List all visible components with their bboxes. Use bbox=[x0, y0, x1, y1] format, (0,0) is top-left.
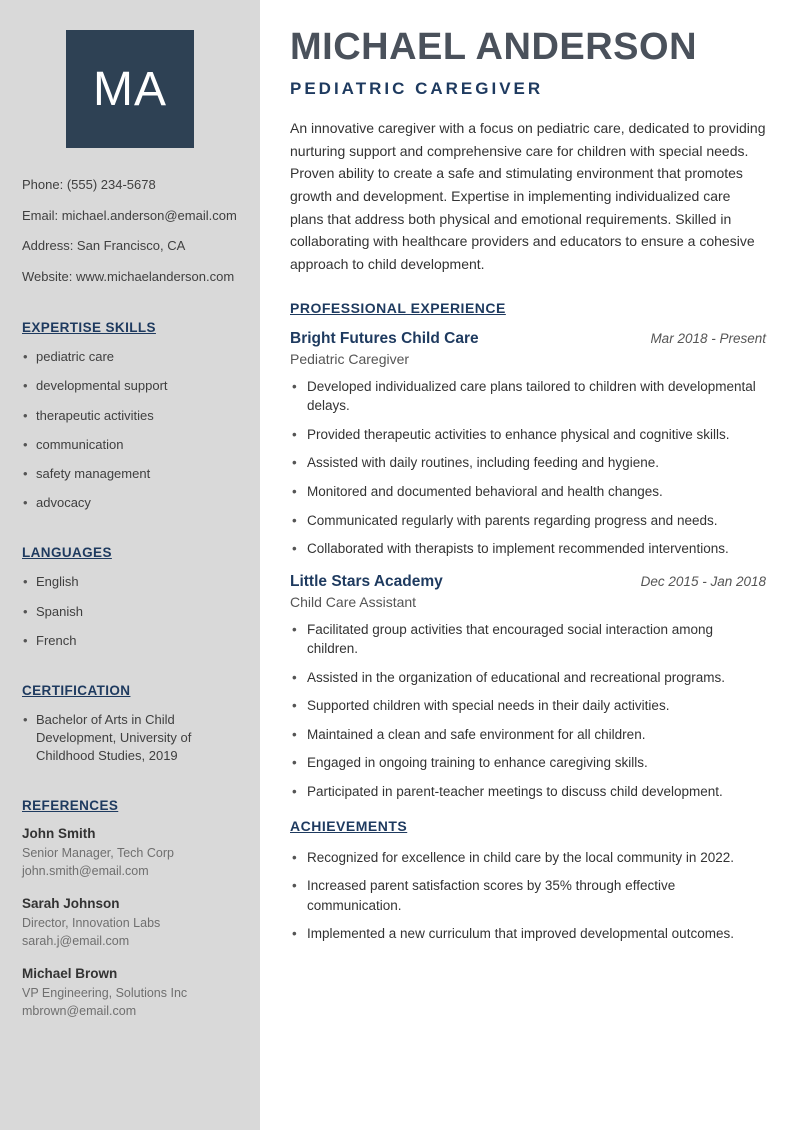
job-header bbox=[290, 330, 766, 348]
job-entry bbox=[290, 573, 766, 802]
reference-title: Director, Innovation Labs bbox=[22, 916, 161, 931]
job-bullet: • Assisted in the organization of educational and recreational programs. bbox=[290, 668, 766, 688]
job-bullet: • Communicated regularly with parents regarding progress and needs. bbox=[290, 511, 766, 531]
reference-name: Michael Brown bbox=[22, 966, 118, 982]
job-bullet: • Participated in parent-teacher meetings to discuss child development. bbox=[290, 782, 766, 802]
achievements-heading: ACHIEVEMENTS bbox=[290, 817, 408, 834]
job-entry bbox=[290, 330, 766, 559]
certification-item: • Bachelor of Arts in Child Development, University of Childhood Studies, 2019 bbox=[22, 711, 238, 766]
reference-email: sarah.j@email.com bbox=[22, 933, 130, 948]
reference-email: john.smith@email.com bbox=[22, 863, 149, 878]
job-bullet: • Maintained a clean and safe environment for all children. bbox=[290, 725, 766, 745]
page-title: MICHAEL ANDERSON bbox=[290, 26, 698, 68]
references-section bbox=[22, 776, 238, 1020]
reference-title: VP Engineering, Solutions Inc bbox=[22, 986, 188, 1001]
skill-item: • pediatric care bbox=[22, 348, 238, 366]
email-line: Email: michael.anderson@email.com bbox=[22, 207, 237, 223]
languages-heading: LANGUAGES bbox=[22, 545, 112, 561]
headline-job-title: PEDIATRIC CAREGIVER bbox=[290, 79, 544, 98]
achievement-item: • Implemented a new curriculum that improved developmental outcomes. bbox=[290, 924, 766, 944]
skills-section bbox=[22, 298, 238, 512]
job-bullet: • Facilitated group activities that encouraged social interaction among children. bbox=[290, 620, 766, 659]
skill-item: • therapeutic activities bbox=[22, 407, 238, 425]
contact-info bbox=[22, 176, 238, 285]
main-content bbox=[260, 0, 800, 1130]
reference-title: Senior Manager, Tech Corp bbox=[22, 846, 174, 861]
languages-section bbox=[22, 523, 238, 650]
sidebar bbox=[0, 0, 260, 1130]
skill-item: • communication bbox=[22, 436, 238, 454]
language-item: • Spanish bbox=[22, 603, 238, 621]
languages-list bbox=[22, 573, 238, 650]
certification-section bbox=[22, 661, 238, 766]
job-bullet: • Engaged in ongoing training to enhance caregiving skills. bbox=[290, 753, 766, 773]
language-item: • English bbox=[22, 573, 238, 591]
experience-section bbox=[290, 300, 766, 802]
reference-card bbox=[22, 896, 238, 950]
experience-heading: PROFESSIONAL EXPERIENCE bbox=[290, 299, 506, 316]
reference-email: mbrown@email.com bbox=[22, 1003, 137, 1018]
job-bullet: • Assisted with daily routines, including feeding and hygiene. bbox=[290, 453, 766, 473]
reference-name: Sarah Johnson bbox=[22, 896, 120, 912]
skill-item: • safety management bbox=[22, 465, 238, 483]
job-bullet: • Supported children with special needs in their daily activities. bbox=[290, 696, 766, 716]
job-dates: Dec 2015 - Jan 2018 bbox=[640, 573, 766, 589]
job-header bbox=[290, 573, 766, 591]
monogram-initials: MA bbox=[93, 62, 167, 116]
skill-item: • advocacy bbox=[22, 494, 238, 512]
job-bullet: • Monitored and documented behavioral and health changes. bbox=[290, 482, 766, 502]
job-role: Pediatric Caregiver bbox=[290, 350, 410, 367]
language-item: • French bbox=[22, 632, 238, 650]
skill-item: • developmental support bbox=[22, 377, 238, 395]
job-bullet-list bbox=[290, 620, 766, 802]
company-name: Bright Futures Child Care bbox=[290, 329, 479, 347]
achievement-item: • Recognized for excellence in child care by the local community in 2022. bbox=[290, 848, 766, 868]
achievements-list bbox=[290, 848, 766, 944]
skills-list bbox=[22, 348, 238, 512]
reference-name: John Smith bbox=[22, 826, 96, 842]
reference-card bbox=[22, 826, 238, 880]
certification-list bbox=[22, 711, 238, 766]
certification-heading: CERTIFICATION bbox=[22, 682, 131, 698]
achievements-section bbox=[290, 818, 766, 944]
job-role: Child Care Assistant bbox=[290, 593, 417, 610]
skills-heading: EXPERTISE SKILLS bbox=[22, 320, 156, 336]
website-line: Website: www.michaelanderson.com bbox=[22, 268, 235, 284]
references-heading: REFERENCES bbox=[22, 798, 119, 814]
monogram bbox=[66, 30, 194, 148]
job-bullet-list bbox=[290, 377, 766, 559]
achievement-item: • Increased parent satisfaction scores by 35% through effective communication. bbox=[290, 876, 766, 915]
phone-line: Phone: (555) 234-5678 bbox=[22, 177, 156, 192]
summary-paragraph: An innovative caregiver with a focus on pediatric care, dedicated to providing nurturing support and comprehensive care for children with special needs. Proven ability to create a safe and stimulating environment that promotes growth and development. Expertise in implementing individualized care plans that address both physical and emotional requirements. Skilled in collaborating with healthcare providers and educators to ensure a cohesive approach to child development. bbox=[290, 120, 766, 273]
job-bullet: • Collaborated with therapists to implement recommended interventions. bbox=[290, 539, 766, 559]
job-bullet: • Provided therapeutic activities to enhance physical and cognitive skills. bbox=[290, 425, 766, 445]
address-line: Address: San Francisco, CA bbox=[22, 238, 186, 254]
company-name: Little Stars Academy bbox=[290, 572, 443, 590]
job-bullet: • Developed individualized care plans tailored to children with developmental delays. bbox=[290, 377, 766, 416]
job-dates: Mar 2018 - Present bbox=[650, 330, 766, 346]
reference-card bbox=[22, 966, 238, 1020]
